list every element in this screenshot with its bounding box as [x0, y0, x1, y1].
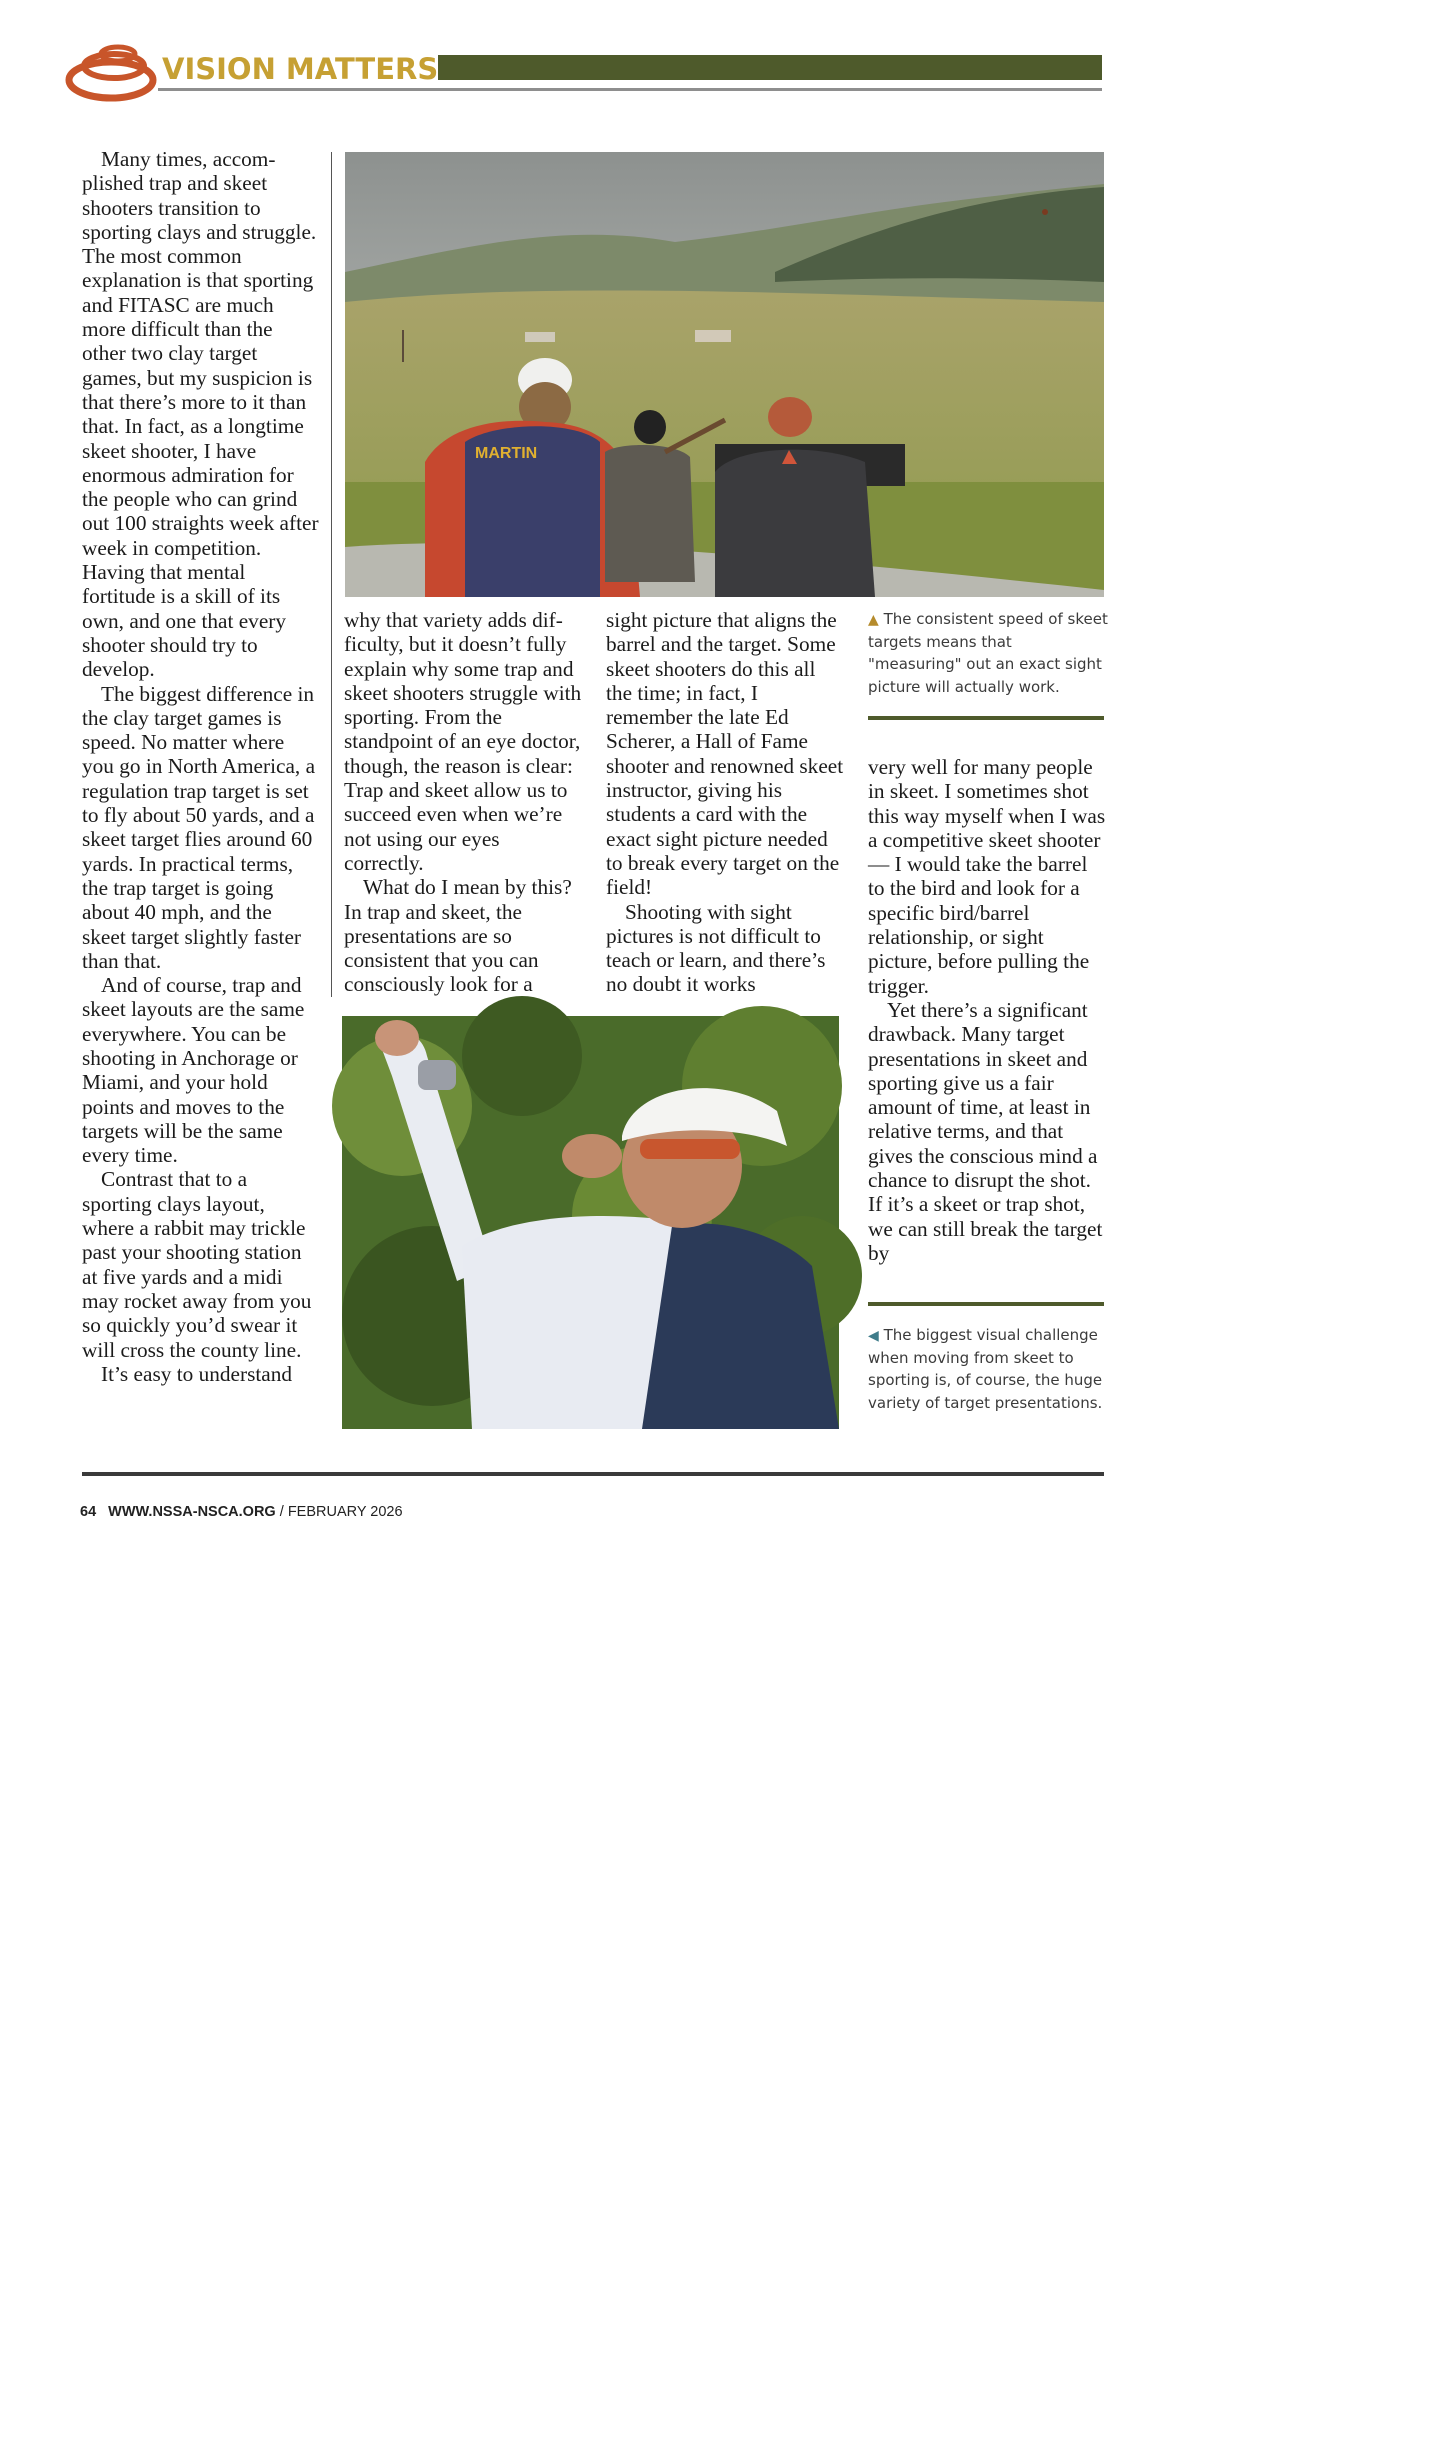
triangle-up-icon: ▲ [868, 612, 879, 628]
photo-shooters-range-image [345, 152, 1104, 597]
credit-marker-icon [1420, 723, 1427, 730]
footer-separator: / [279, 1504, 284, 1520]
paragraph: The biggest difference in the clay target games is speed. No matter where you go in North America, a regulation trap target is set to fly about 50 yards, and a skeet target flies around 60 yards. In practical terms, the trap target is going about 40 mph, and the skeet target slightly faster than that. [82, 681, 316, 973]
triangle-left-icon: ◀ [868, 1328, 879, 1344]
credit-marker-icon [1157, 2434, 1164, 2441]
paragraph: why that variety adds difficulty, but it doesn’t fully explain why some trap and skeet shooters struggle with sporting. From the standpoint of an eye doctor, though, the reason is clear: Trap and skeet allow us to succeed even when we’re not using our eyes correctly. [344, 608, 582, 875]
caption-rule [868, 1302, 1104, 1306]
photo-credit: LEFTY RAY CHAPA [1156, 2336, 1167, 2441]
article-column-2 [344, 608, 584, 997]
section-title: VISION MATTERS [162, 52, 439, 86]
header-bar [438, 55, 1102, 80]
photo-caption-top [868, 608, 1108, 698]
issue-date: FEBRUARY 2026 [287, 1504, 403, 1520]
footer [80, 1504, 403, 1520]
article-column-1 [82, 147, 320, 1386]
paragraph: sight picture that aligns the barrel and the target. Some skeet shooters do this all the time; in fact, I remember the late Ed Scherer, a Hall of Fame shooter and renowned skeet instructor, giving his students a card with the exact sight picture needed to break every target on the field! [606, 608, 844, 900]
photo-caption-bottom [868, 1324, 1108, 1414]
header-rule [158, 88, 1102, 91]
paragraph: Shooting with sight pictures is not difficult to teach or learn, and there’s no doubt it works [606, 899, 826, 997]
paragraph: What do I mean by this? In trap and skeet, the presentations are so consistent that you can consciously look for a [344, 875, 572, 997]
column-divider [331, 152, 332, 997]
clay-target-logo-icon [66, 40, 156, 102]
photo-credit: PAUL QUENEAU [1419, 639, 1430, 730]
paragraph: Yet there’s a significant drawback. Many target presentations in skeet and sporting give us a fair amount of time, at least in relative terms, and that gives the conscious mind a chance to disrupt the shot. If it’s a skeet or trap shot, we can still break the target by [868, 997, 1103, 1265]
footer-rule [82, 1472, 1104, 1476]
paragraph: very well for many people in skeet. I sometimes shot this way myself when I was a competitive skeet shooter — I would take the barrel to the bird and look for a specific bird/barrel relationship, or sight picture, before pulling the trigger. [868, 755, 1106, 998]
article-column-3 [606, 608, 846, 997]
caption-text: The biggest visual challenge when moving from skeet to sporting is, of course, the huge variety of target presentations. [868, 1326, 1103, 1412]
caption-rule [868, 716, 1104, 720]
photo-shooter-calling-image [342, 1016, 839, 1429]
caption-text: The consistent speed of skeet targets means that "measuring" out an exact sight picture will actually work. [868, 610, 1108, 696]
website-link[interactable]: WWW.NSSA-NSCA.ORG [108, 1504, 276, 1520]
vest-text: MARTIN [475, 445, 538, 462]
paragraph: Contrast that to a sporting clays layout, where a rabbit may trickle past your shooting station at five yards and a midi may rocket away from you so quickly you’d swear it will cross the county line. [82, 1167, 312, 1362]
paragraph: Many times, accomplished trap and skeet shooters transition to sporting clays and struggle. The most common explanation is that sporting and FITASC are much more difficult than the other two clay target games, but my suspicion is that there’s more to it than that. In fact, as a longtime skeet shooter, I have enormous admiration for the people who can grind out 100 straights week after week in competition. Having that mental fortitude is a skill of its own, and one that every shooter should try to develop. [82, 147, 319, 682]
page-number: 64 [80, 1504, 97, 1520]
paragraph: It’s easy to understand [101, 1361, 293, 1386]
paragraph: And of course, trap and skeet layouts are the same everywhere. You can be shooting in Anchorage or Miami, and your hold points and moves to the targets will be the same every time. [82, 973, 305, 1168]
article-column-4 [868, 755, 1108, 1265]
